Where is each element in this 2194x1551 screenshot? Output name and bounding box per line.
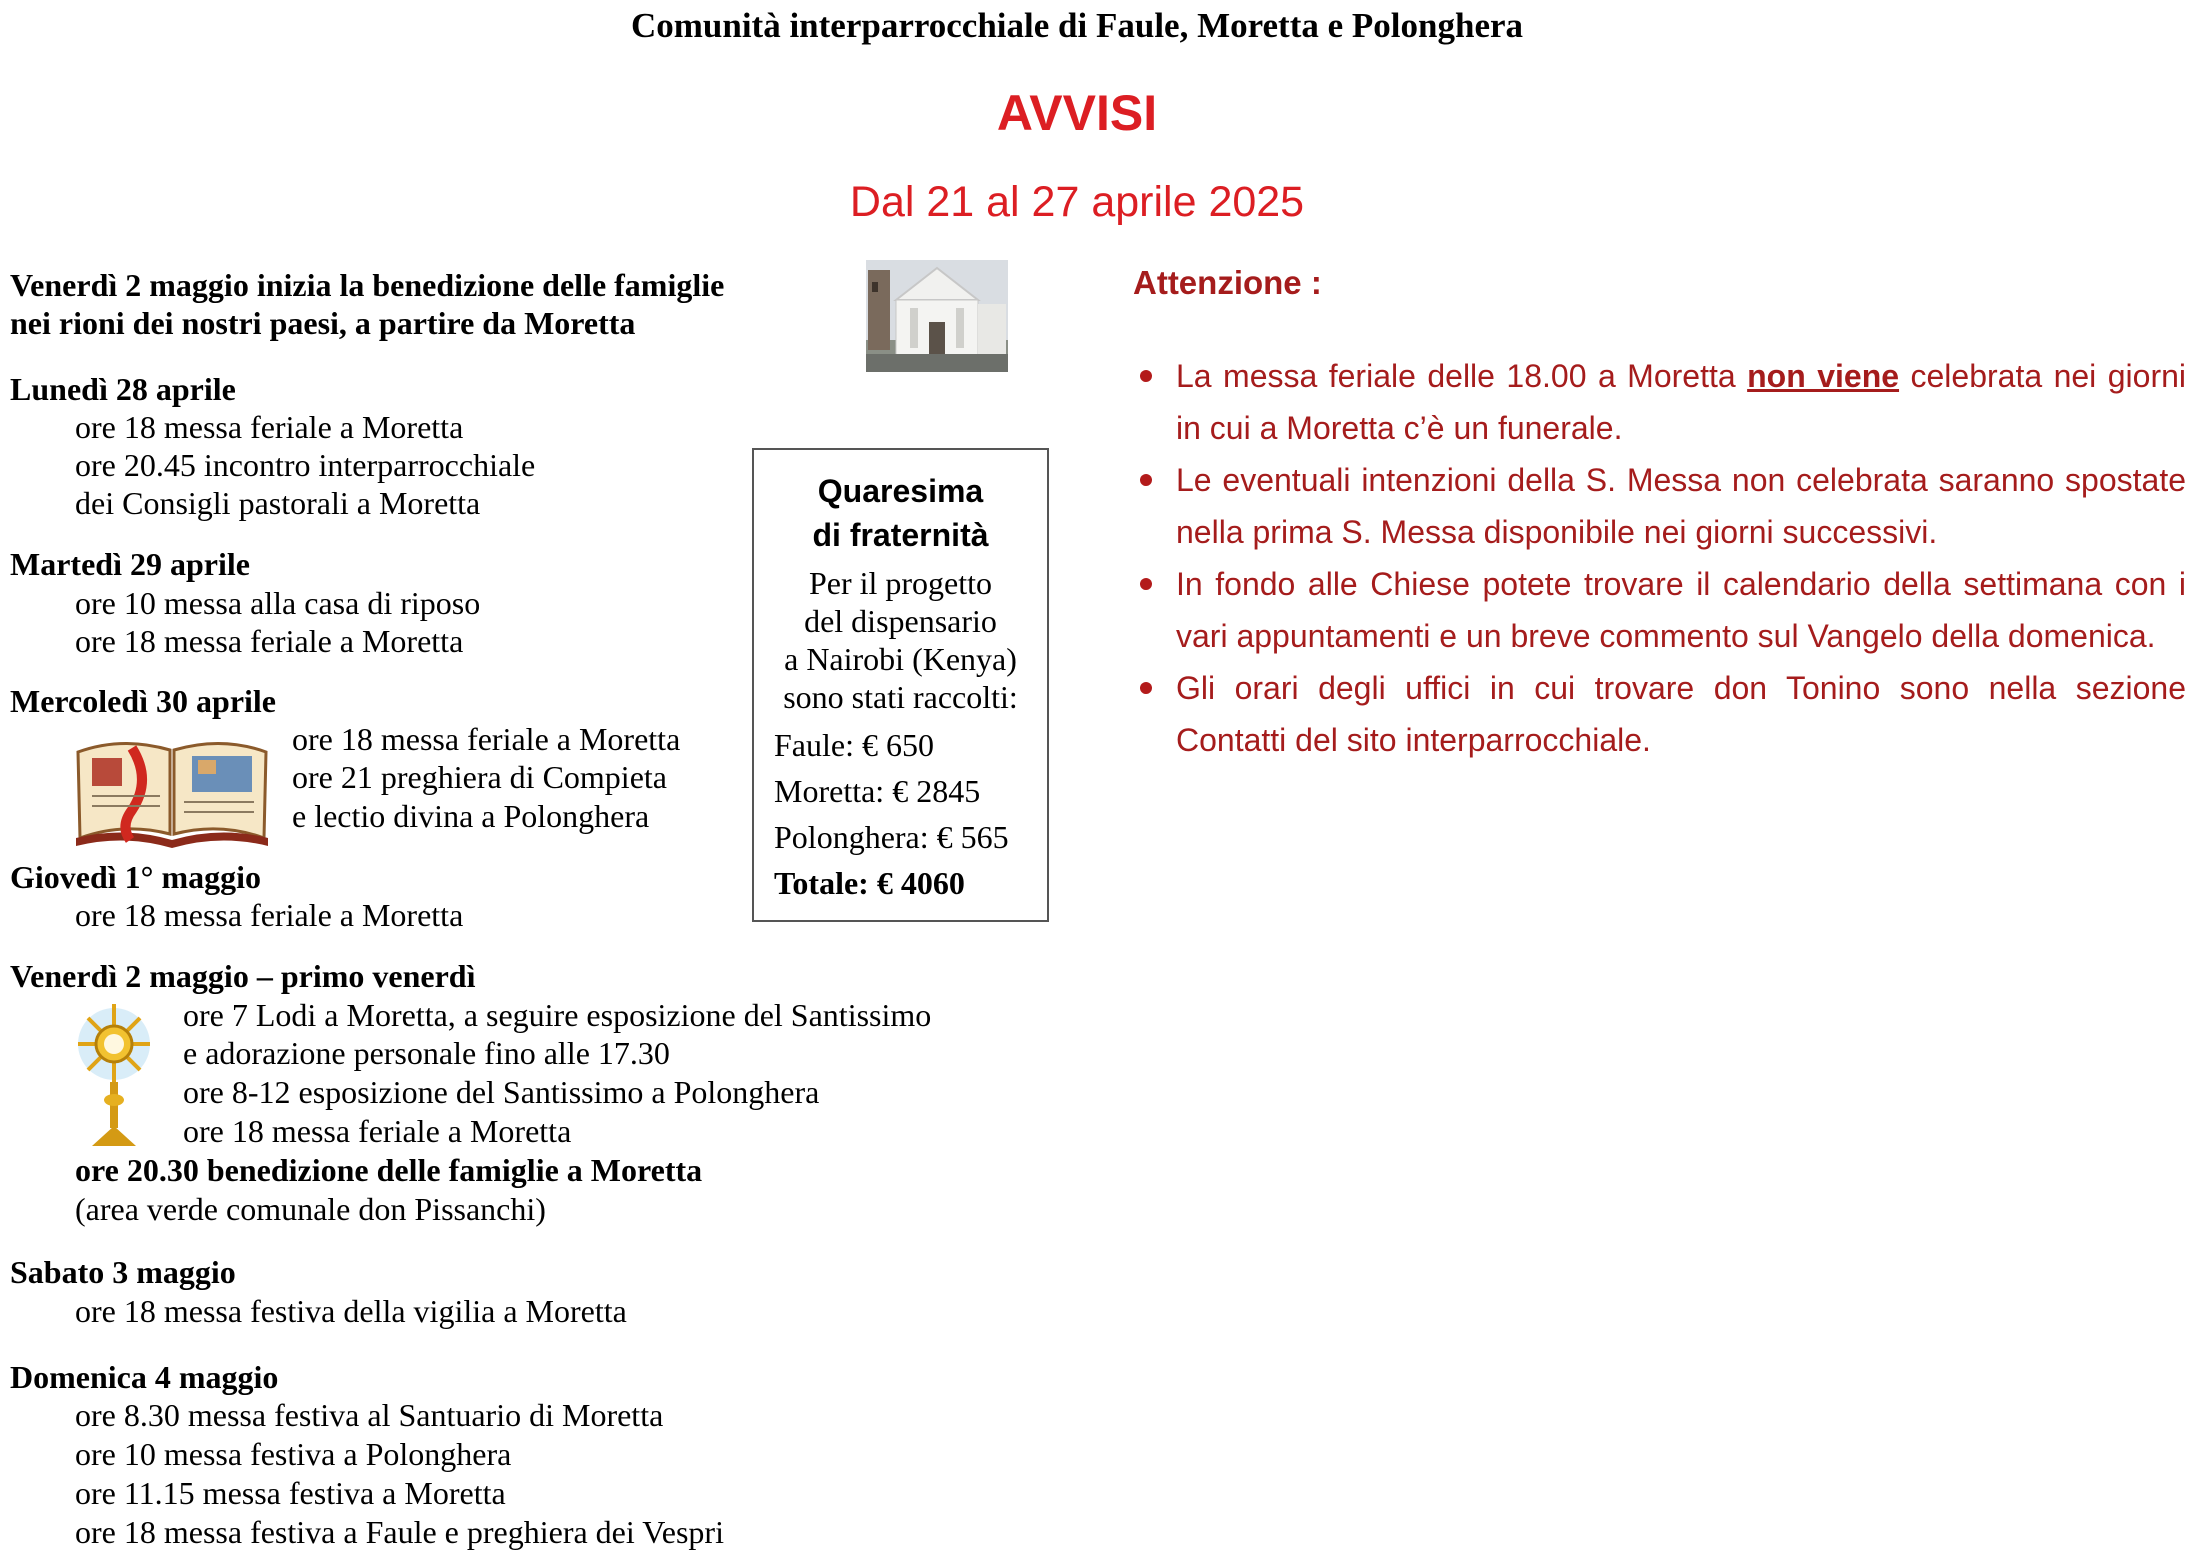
notice-item-1: La messa feriale delle 18.00 a Moretta non viene celebrata nei giorni in cui a Moretta c’è un funerale.	[1176, 358, 2187, 446]
schedule-note: (area verde comunale don Pissanchi)	[75, 1191, 546, 1227]
intro-line-2: nei rioni dei nostri paesi, a partire da Moretta	[10, 305, 636, 341]
day-heading-thursday: Giovedì 1° maggio	[10, 859, 262, 895]
bullet-icon	[1140, 370, 1152, 382]
schedule-item: ore 7 Lodi a Moretta, a seguire esposizione del Santissimo	[183, 997, 932, 1033]
quaresima-box	[752, 448, 1049, 922]
schedule-item: ore 8-12 esposizione del Santissimo a Polonghera	[183, 1074, 820, 1110]
bible-book-icon	[72, 730, 272, 848]
schedule-item: ore 18 messa festiva della vigilia a Moretta	[75, 1293, 627, 1329]
box-amount-polonghera: Polonghera: € 565	[774, 819, 1009, 855]
schedule-item: ore 18 messa feriale a Moretta	[183, 1113, 572, 1149]
intro-line-1: Venerdì 2 maggio inizia la benedizione delle famiglie	[10, 267, 725, 303]
schedule-item: dei Consigli pastorali a Moretta	[75, 485, 481, 521]
notice-heading: Attenzione :	[1133, 264, 1322, 301]
schedule-item: ore 11.15 messa festiva a Moretta	[75, 1475, 506, 1511]
day-heading-saturday: Sabato 3 maggio	[10, 1254, 236, 1290]
schedule-item: e adorazione personale fino alle 17.30	[183, 1035, 670, 1071]
community-heading: Comunità interparrocchiale di Faule, Moretta e Polonghera	[630, 6, 1524, 45]
box-text: a Nairobi (Kenya)	[784, 641, 1017, 677]
box-title-1: Quaresima	[817, 473, 984, 509]
box-text: del dispensario	[804, 603, 997, 639]
schedule-item: ore 8.30 messa festiva al Santuario di Moretta	[75, 1397, 664, 1433]
box-total: Totale: € 4060	[774, 865, 965, 901]
date-range: Dal 21 al 27 aprile 2025	[849, 178, 1305, 226]
bullet-icon	[1140, 474, 1152, 486]
day-heading-sunday: Domenica 4 maggio	[10, 1359, 279, 1395]
notice-item-4: Gli orari degli uffici in cui trovare don Tonino sono nella sezione Contatti del sito interparrocchiale.	[1176, 670, 2186, 758]
monstrance-icon	[76, 1000, 152, 1148]
schedule-item: e lectio divina a Polonghera	[292, 798, 650, 834]
day-heading-friday: Venerdì 2 maggio – primo venerdì	[10, 958, 476, 994]
day-heading-monday: Lunedì 28 aprile	[10, 371, 236, 407]
box-amount-faule: Faule: € 650	[774, 727, 934, 763]
notice-item-2: Le eventuali intenzioni della S. Messa non celebrata saranno spostate nella prima S. Messa disponibile nei giorni successivi.	[1176, 462, 2186, 550]
schedule-item: ore 21 preghiera di Compieta	[292, 759, 667, 795]
day-heading-wednesday: Mercoledì 30 aprile	[10, 683, 276, 719]
schedule-item: ore 18 messa feriale a Moretta	[75, 897, 464, 933]
box-text: sono stati raccolti:	[783, 679, 1018, 715]
church-image	[866, 260, 1008, 372]
box-title-2: di fraternità	[812, 517, 989, 553]
box-text: Per il progetto	[808, 565, 993, 601]
day-heading-tuesday: Martedì 29 aprile	[10, 546, 250, 582]
schedule-item: ore 10 messa festiva a Polonghera	[75, 1436, 512, 1472]
box-amount-moretta: Moretta: € 2845	[774, 773, 981, 809]
schedule-item: ore 18 messa festiva a Faule e preghiera dei Vespri	[75, 1514, 724, 1550]
schedule-item: ore 20.45 incontro interparrocchiale	[75, 447, 536, 483]
bullet-icon	[1140, 682, 1152, 694]
notice-emphasis: non viene	[1747, 358, 1900, 394]
schedule-item: ore 18 messa feriale a Moretta	[292, 721, 681, 757]
schedule-item: ore 18 messa feriale a Moretta	[75, 623, 464, 659]
schedule-item: ore 18 messa feriale a Moretta	[75, 409, 464, 445]
schedule-highlight: ore 20.30 benedizione delle famiglie a Moretta	[75, 1152, 703, 1188]
notice-item-3: In fondo alle Chiese potete trovare il calendario della settimana con i vari appuntamenti e un breve commento sul Vangelo della domenica.	[1176, 566, 2186, 654]
schedule-item: ore 10 messa alla casa di riposo	[75, 585, 481, 621]
page-title: AVVISI	[996, 85, 1158, 141]
bullet-icon	[1140, 578, 1152, 590]
